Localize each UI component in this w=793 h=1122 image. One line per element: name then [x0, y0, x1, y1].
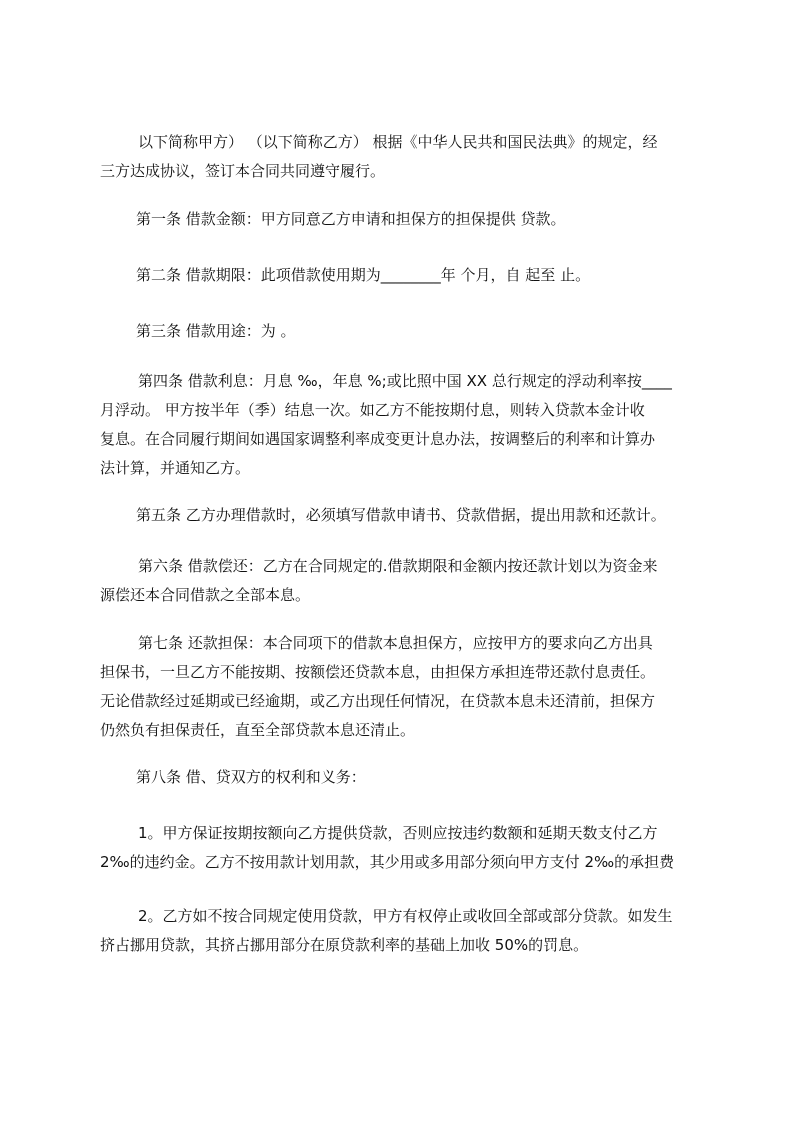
article-2-paragraph	[100, 261, 700, 290]
text-line: 源偿还本合同借款之全部本息。	[100, 586, 311, 604]
text-line: 三方达成协议，签订本合同共同遵守履行。	[100, 162, 386, 180]
text-line: 仍然负有担保责任，直至全部贷款本息还清止。	[100, 721, 416, 739]
text-line: 1。甲方保证按期按额向乙方提供贷款，否则应按违约数额和延期天数支付乙方	[138, 824, 658, 842]
article-6-paragraph	[100, 552, 700, 610]
text-line: 第二条 借款期限：此项借款使用期为________年 个月，自 起至 止。	[136, 266, 591, 284]
text-line: 复息。在合同履行期间如遇国家调整利率成变更计息办法，按调整后的利率和计算办	[100, 430, 656, 448]
text-line: 担保书，一旦乙方不能按期、按额偿还贷款本息，由担保方承担连带还款付息责任。	[100, 663, 656, 681]
text-line: 挤占挪用贷款，其挤占挪用部分在原贷款利率的基础上加收 50%的罚息。	[100, 936, 589, 954]
article-3-paragraph	[100, 317, 700, 346]
text-line: 2‰的违约金。乙方不按用款计划用款，其少用或多用部分须向甲方支付 2‰的承担费	[100, 853, 675, 871]
article-4-paragraph	[100, 367, 700, 483]
clause-1-paragraph	[100, 819, 700, 877]
preamble-paragraph	[100, 128, 700, 186]
article-1-paragraph	[100, 205, 700, 234]
text-line: 第五条 乙方办理借款时，必须填写借款申请书、贷款借据，提出用款和还款计。	[136, 506, 666, 524]
text-line: 月浮动。 甲方按半年（季）结息一次。如乙方不能按期付息，则转入贷款本金计收	[100, 401, 645, 419]
article-8-paragraph	[100, 763, 700, 792]
article-5-paragraph	[100, 501, 700, 530]
article-7-paragraph	[100, 629, 700, 745]
text-line: 第一条 借款金额：甲方同意乙方申请和担保方的担保提供 贷款。	[136, 210, 566, 228]
text-line: 法计算，并通知乙方。	[100, 459, 251, 477]
text-line: 第四条 借款利息：月息 ‰，年息 %;或比照中国 XX 总行规定的浮动利率按____	[138, 372, 672, 390]
text-line: 第七条 还款担保：本合同项下的借款本息担保方，应按甲方的要求向乙方出具	[138, 634, 653, 652]
clause-2-paragraph	[100, 902, 700, 960]
text-line: 无论借款经过延期或已经逾期，或乙方出现任何情况，在贷款本息未还清前，担保方	[100, 692, 656, 710]
text-line: 第六条 借款偿还：乙方在合同规定的.借款期限和金额内按还款计划以为资金来	[138, 557, 658, 575]
text-line: 第八条 借、贷双方的权利和义务：	[136, 768, 366, 786]
text-line: 第三条 借款用途：为 。	[136, 322, 296, 340]
text-line: 2。乙方如不按合同规定使用贷款，甲方有权停止或收回全部或部分贷款。如发生	[138, 907, 673, 925]
text-line: 以下简称甲方） （以下简称乙方） 根据《中华人民共和国民法典》的规定，经	[138, 133, 658, 151]
